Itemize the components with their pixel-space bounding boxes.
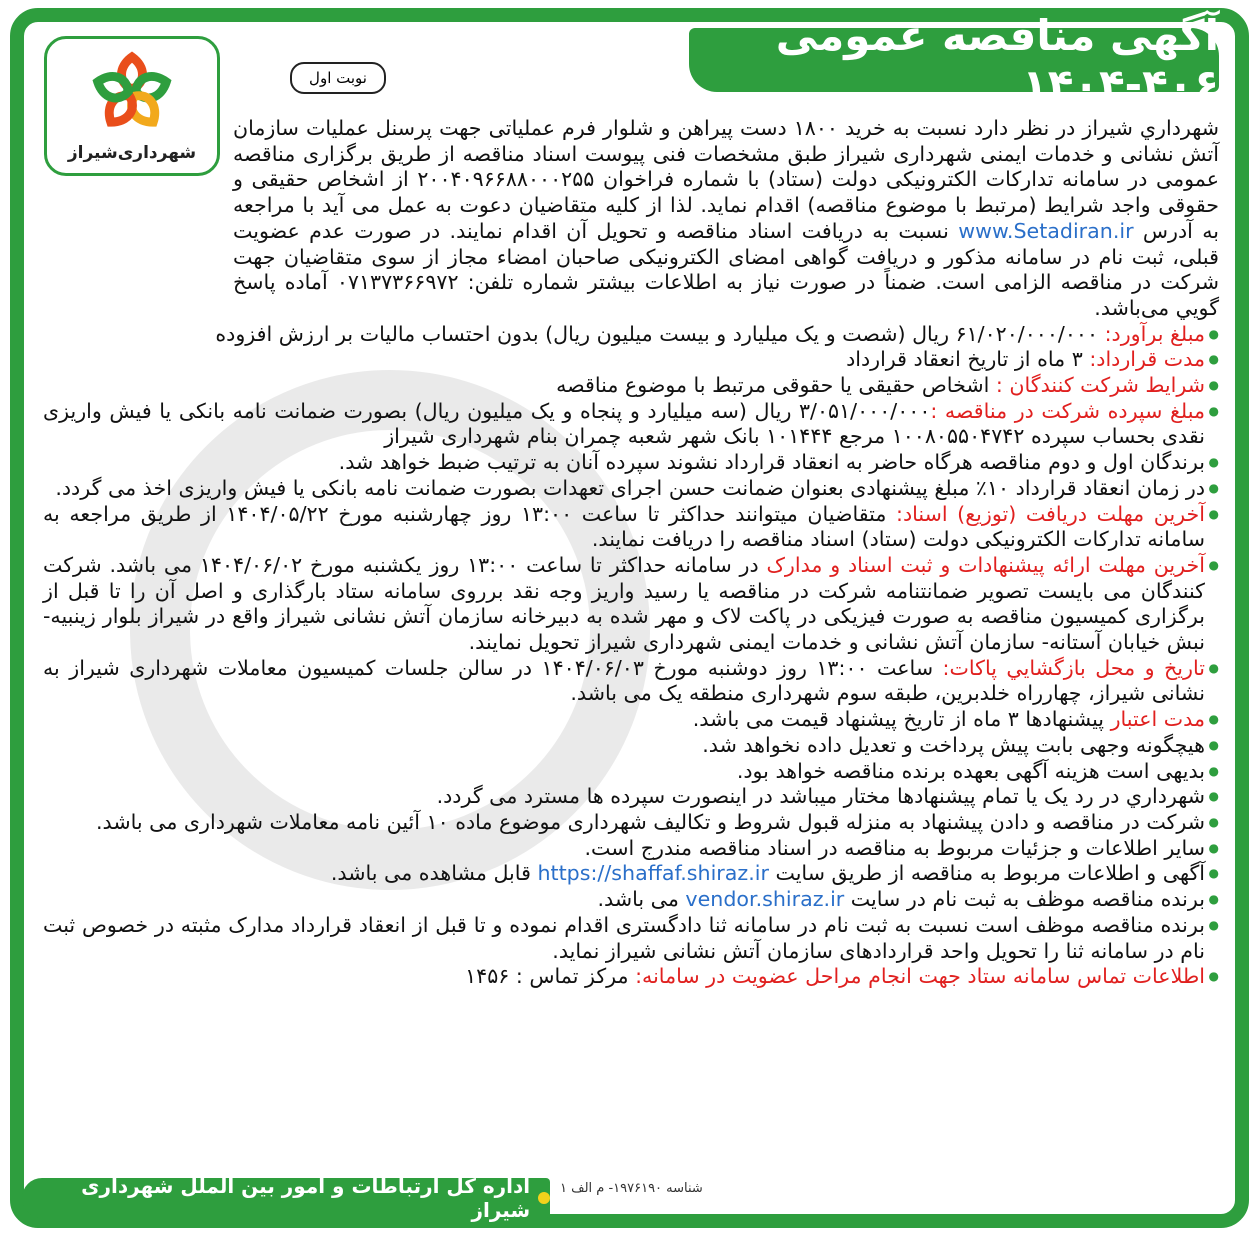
- list-item: [43, 347, 1219, 373]
- item-text: ۳/۰۵۱/۰۰۰/۰۰۰ ريال (سه ميليارد و پنجاه و يک ميليون ريال) بصورت ضمانت نامه بانكی يا فيش واريزی نقدی بحساب سپرده ۱۰۰۸۰۵۵۰۴۷۴۲ مرجع ۱۰۱۴۴۴ بانک شهر شعبه چمران بنام شهرداری شيراز: [43, 398, 1205, 449]
- list-item: [43, 399, 1219, 450]
- list-item: [43, 502, 1219, 553]
- item-label: آخرين مهلت ارائه پيشنهادات و ثبت اسناد و مدارک: [766, 552, 1205, 577]
- list-item-vendor: [43, 887, 1219, 913]
- footer-org-bar: [22, 1174, 550, 1222]
- intro-text-2: نسبت به دريافت اسناد مناقصه و تحويل آن اقدام نمايند. در صورت عدم عضويت قبلی، ثبت نام در سامانه مذكور و دريافت گواهی امضای الكترونيكی صاحبان امضاء مجاز از سوی متقاضيان جهت شركت در مناقصه الزامی است. ضمناً در صورت نياز به اطلاعات بيشتر شماره تلفن: ۰۷۱۳۷۳۶۶۹۷۲ آماده پاسخ گويي می‌باشد.: [233, 218, 1219, 320]
- item-text: در زمان انعقاد قرارداد ۱۰٪ مبلغ پيشنهادی بعنوان ضمانت حسن اجرای تعهدات بصورت ضمانت نامه بانكی يا فيش واريزی اخذ می گردد.: [55, 475, 1205, 500]
- item-text: می باشد.: [597, 887, 686, 912]
- list-item: [43, 553, 1219, 656]
- list-item-shaffaf: [43, 861, 1219, 887]
- list-item: [43, 707, 1219, 733]
- list-item: [43, 373, 1219, 399]
- item-label: شرايط شركت كنندگان :: [995, 373, 1205, 398]
- item-text: ۳ ماه از تاريخ انعقاد قرارداد: [846, 347, 1090, 372]
- list-item: [43, 656, 1219, 707]
- list-item: [43, 784, 1219, 810]
- item-text: هيچگونه وجهی بابت پيش پرداخت و تعديل داده نخواهد شد.: [702, 732, 1205, 757]
- list-item: [43, 759, 1219, 785]
- item-label: اطلاعات تماس سامانه ستاد جهت انجام مراحل عضويت در سامانه:: [635, 964, 1205, 989]
- item-text: بديهی است هزينه آگهی بعهده برنده مناقصه خواهد بود.: [736, 758, 1205, 783]
- item-text: متقاضيان ميتوانند حداكثر تا ساعت ۱۳:۰۰ روز چهارشنبه مورخ ۱۴۰۴/۰۵/۲۲ از طريق مراجعه به سامانه تداركات الكترونيكی دولت (ستاد) اسناد مناقصه را دريافت نمايند.: [43, 501, 1205, 552]
- item-text: مركز تماس : ۱۴۵۶: [465, 964, 636, 989]
- list-item-sana: [43, 913, 1219, 964]
- item-text: در سامانه حداكثر تا ساعت ۱۳:۰۰ روز يكشنبه مورخ ۱۴۰۴/۰۶/۰۲ می باشد. شركت كنندگان می بايست تصوير ضمانتنامه شركت در مناقصه يا رسيد واريز وجه نقد برروی سامانه ستاد بارگذاری و اصل آن را تا قبل از برگزاری كميسيون مناقصه به صورت فيزيكی در پاكت لاک و مهر شده به دبيرخانه سازمان آتش نشانی شيراز واقع در شيراز بلوار زينبيه- نبش خيابان آستانه- سازمان آتش نشانی و خدمات ايمنی شهرداری شيراز تحويل نمايند.: [43, 552, 1205, 655]
- intro-paragraph: [233, 116, 1219, 322]
- item-label: مدت اعتبار: [1110, 707, 1205, 732]
- shaffaf-link[interactable]: https://shaffaf.shiraz.ir: [537, 861, 769, 886]
- item-text: قابل مشاهده می باشد.: [330, 861, 538, 886]
- item-text: اشخاص حقيقی يا حقوقی مرتبط با موضوع مناقصه: [556, 373, 996, 398]
- item-label: آخرين مهلت دريافت (توزيع) اسناد:: [896, 501, 1205, 526]
- item-label: مبلغ سپرده شركت در مناقصه :: [930, 398, 1205, 423]
- list-item: [43, 450, 1219, 476]
- list-item: [43, 322, 1219, 348]
- list-item: [43, 836, 1219, 862]
- vendor-link[interactable]: vendor.shiraz.ir: [685, 887, 845, 912]
- item-text: شهرداري در رد يک يا تمام پيشنهادها مختار ميباشد در اينصورت سپرده ها مسترد می گردد.: [436, 784, 1205, 809]
- item-label: مبلغ برآورد:: [1104, 321, 1205, 346]
- item-label: تاريخ و محل بازگشايي پاكات:: [942, 655, 1205, 680]
- logo-text: شهرداری‌شیراز: [67, 143, 197, 163]
- item-text: برنده مناقصه موظف به ثبت نام در سايت: [844, 887, 1205, 912]
- item-text: پيشنهادها ۳ ماه از تاريخ پيشنهاد قيمت می باشد.: [692, 707, 1111, 732]
- list-item: [43, 476, 1219, 502]
- page-title: آگهی مناقصه عمومی ۴۰۶-۱۴۰۴: [689, 28, 1219, 92]
- item-text: ۶۱/۰۲۰/۰۰۰/۰۰۰ ريال (شصت و يک ميليارد و بيست ميليون ريال) بدون احتساب ماليات بر ارزش افزوده: [215, 321, 1105, 346]
- intro-text-1: شهرداري شيراز در نظر دارد نسبت به خريد ۱۸۰۰ دست پيراهن و شلوار فرم عملياتی جهت پرسنل عمليات سازمان آتش نشانی و خدمات ايمنی شهرداری شيراز طبق مشخصات فنی پيوست اسناد مناقصه از طريق برگزاری مناقصه عمومی در سامانه تداركات الكترونيكی دولت (ستاد) با شماره فراخوان ۲۰۰۴۰۹۶۶۸۸۰۰۰۲۵۵ از اشخاص حقيقی و حقوقی واجد شرايط (مرتبط با موضوع مناقصه) اقدام نمايد. لذا از كليه متقاضيان دعوت به عمل می آيد با مراجعه به آدرس: [233, 116, 1220, 243]
- item-text: ساعت ۱۳:۰۰ روز دوشنبه مورخ ۱۴۰۴/۰۶/۰۳ در سالن جلسات كميسيون معاملات شهرداری شيراز به نشانی شيراز، چهارراه خلدبرين، طبقه سوم شهرداری منطقه يک می باشد.: [43, 655, 1205, 706]
- item-text: ساير اطلاعات و جزئيات مربوط به مناقصه در اسناد مناقصه مندرج است.: [584, 835, 1205, 860]
- footer-org: اداره كل ارتباطات و امور بين الملل شهرداری شيراز: [81, 1174, 531, 1222]
- bullet-dot-icon: [538, 1192, 550, 1204]
- notice-body: [43, 116, 1219, 990]
- item-text: آگهی و اطلاعات مربوط به مناقصه از طريق سايت: [768, 861, 1205, 886]
- list-item: [43, 810, 1219, 836]
- item-text: شركت در مناقصه و دادن پيشنهاد به منزله قبول شروط و تكاليف شهرداری موضوع ماده ۱۰ آئين نامه معاملات شهرداری می باشد.: [96, 809, 1205, 834]
- round-badge: نوبت اول: [290, 62, 386, 94]
- item-text: برندگان اول و دوم مناقصه هرگاه حاضر به انعقاد قرارداد نشوند سپرده آنان به ترتيب ضبط خواهد شد.: [338, 450, 1205, 475]
- list-item: [43, 733, 1219, 759]
- serial-number: شناسه ۱۹۷۶۱۹۰- م الف ۱: [560, 1181, 703, 1196]
- item-text: برنده مناقصه موظف است نسبت به ثبت نام در سامانه ثنا دادگستری اقدام نموده و تا قبل از انعقاد قرارداد مدارک مثبته در خصوص ثبت نام در سامانه ثنا را تحويل واحد قراردادهای سازمان آتش نشانی شيراز نمايد.: [43, 912, 1205, 963]
- item-label: مدت قرارداد:: [1089, 347, 1205, 372]
- setadiran-link[interactable]: www.Setadiran.ir: [958, 218, 1134, 243]
- list-item-contact: [43, 964, 1219, 990]
